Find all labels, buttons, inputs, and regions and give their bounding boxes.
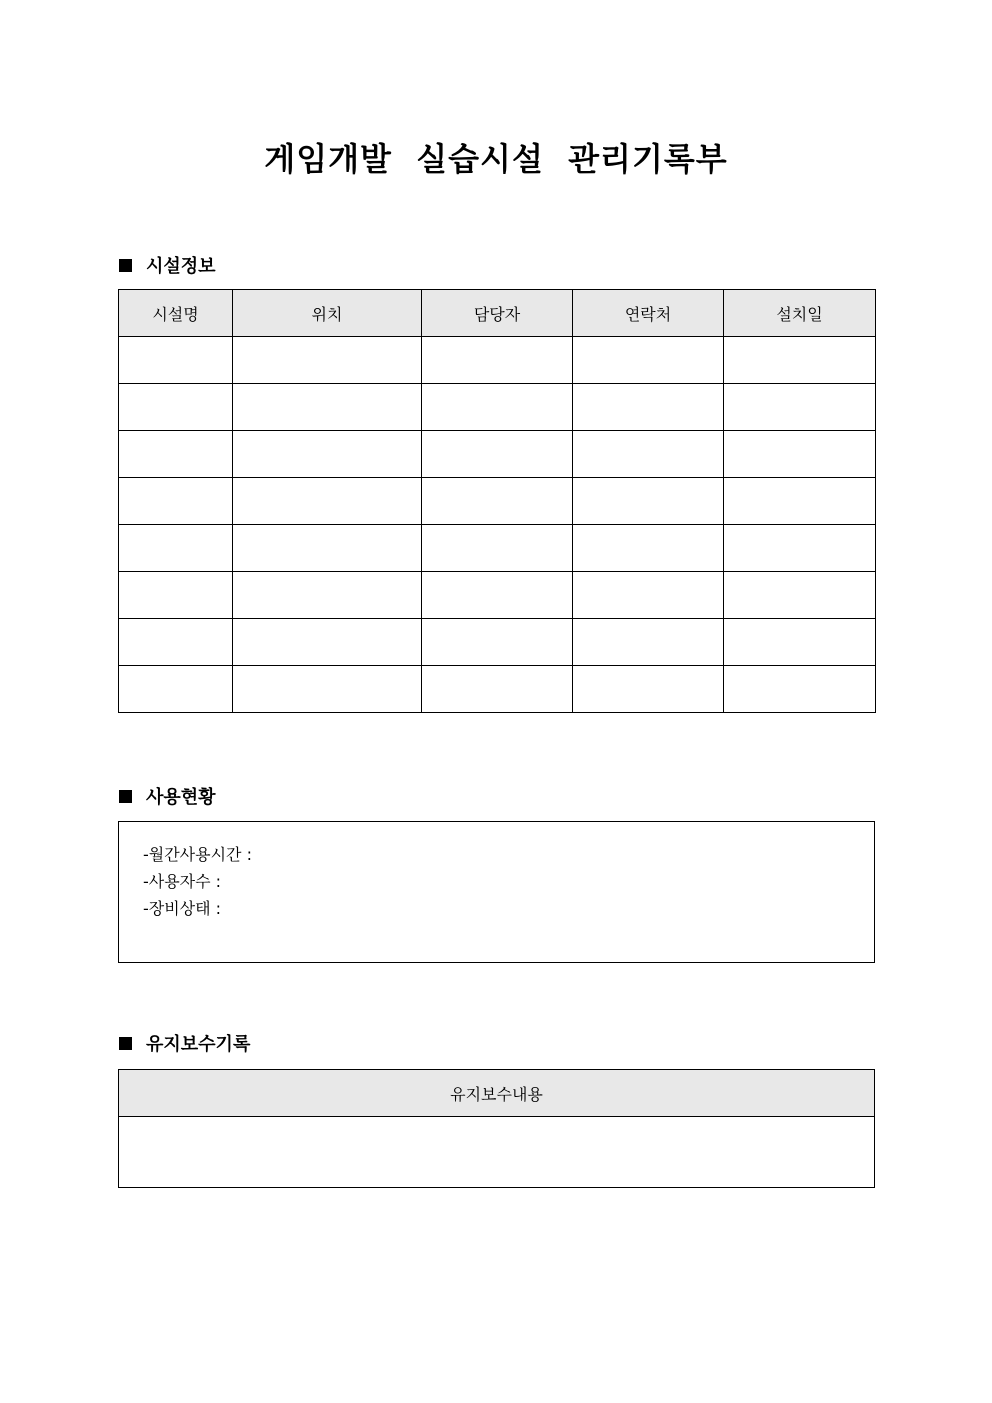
table-cell[interactable] — [422, 666, 573, 713]
table-cell[interactable] — [573, 431, 724, 478]
table-cell[interactable] — [233, 666, 422, 713]
table-cell[interactable] — [119, 666, 233, 713]
table-cell[interactable] — [573, 384, 724, 431]
square-bullet-icon — [119, 259, 132, 272]
table-cell[interactable] — [724, 619, 876, 666]
table-row — [119, 666, 876, 713]
table-cell[interactable] — [422, 478, 573, 525]
table-row — [119, 619, 876, 666]
section-heading-label: 시설정보 — [146, 256, 216, 277]
table-cell[interactable] — [119, 619, 233, 666]
facility-info-table — [118, 289, 876, 713]
square-bullet-icon — [119, 790, 132, 803]
section-heading-usage — [119, 784, 216, 808]
table-cell[interactable] — [573, 572, 724, 619]
usage-status-box — [118, 821, 875, 963]
table-cell[interactable] — [422, 572, 573, 619]
table-cell[interactable] — [573, 619, 724, 666]
section-heading-label: 사용현황 — [146, 787, 216, 808]
square-bullet-icon — [119, 1037, 132, 1050]
table-row — [119, 337, 876, 384]
maintenance-content-cell[interactable] — [119, 1117, 875, 1188]
usage-line-user-count[interactable]: -사용자수 : — [143, 872, 222, 891]
table-cell[interactable] — [573, 337, 724, 384]
table-cell[interactable] — [724, 478, 876, 525]
column-header-install-date: 설치일 — [724, 290, 876, 337]
column-header-maintenance-content: 유지보수내용 — [119, 1070, 875, 1117]
column-header-manager: 담당자 — [422, 290, 573, 337]
table-row — [119, 572, 876, 619]
table-cell[interactable] — [233, 619, 422, 666]
table-cell[interactable] — [724, 525, 876, 572]
section-heading-label: 유지보수기록 — [146, 1034, 251, 1055]
table-cell[interactable] — [724, 431, 876, 478]
table-row — [119, 384, 876, 431]
table-row — [119, 525, 876, 572]
table-cell[interactable] — [233, 525, 422, 572]
table-header-row — [119, 1070, 875, 1117]
table-cell[interactable] — [422, 619, 573, 666]
section-heading-facility — [119, 253, 216, 277]
table-cell[interactable] — [422, 431, 573, 478]
table-cell[interactable] — [119, 572, 233, 619]
table-header-row — [119, 290, 876, 337]
table-cell[interactable] — [724, 666, 876, 713]
table-row — [119, 431, 876, 478]
table-cell[interactable] — [422, 337, 573, 384]
table-cell[interactable] — [119, 384, 233, 431]
table-cell[interactable] — [233, 572, 422, 619]
table-cell[interactable] — [119, 431, 233, 478]
table-cell[interactable] — [233, 431, 422, 478]
column-header-contact: 연락처 — [573, 290, 724, 337]
table-row — [119, 1117, 875, 1188]
column-header-facility-name: 시설명 — [119, 290, 233, 337]
section-heading-maintenance — [119, 1031, 250, 1055]
table-cell[interactable] — [233, 337, 422, 384]
table-cell[interactable] — [119, 478, 233, 525]
maintenance-record-table — [118, 1069, 875, 1188]
table-cell[interactable] — [119, 337, 233, 384]
column-header-location: 위치 — [233, 290, 422, 337]
usage-line-equipment-status[interactable]: -장비상태 : — [143, 899, 222, 918]
table-row — [119, 478, 876, 525]
document-title: 게임개발 실습시설 관리기록부 — [264, 140, 728, 178]
table-cell[interactable] — [422, 525, 573, 572]
table-cell[interactable] — [422, 384, 573, 431]
table-cell[interactable] — [119, 525, 233, 572]
table-cell[interactable] — [724, 384, 876, 431]
table-cell[interactable] — [233, 384, 422, 431]
table-cell[interactable] — [724, 337, 876, 384]
usage-line-monthly-hours[interactable]: -월간사용시간 : — [143, 845, 252, 864]
table-cell[interactable] — [573, 478, 724, 525]
table-cell[interactable] — [233, 478, 422, 525]
table-cell[interactable] — [573, 525, 724, 572]
table-cell[interactable] — [573, 666, 724, 713]
table-cell[interactable] — [724, 572, 876, 619]
